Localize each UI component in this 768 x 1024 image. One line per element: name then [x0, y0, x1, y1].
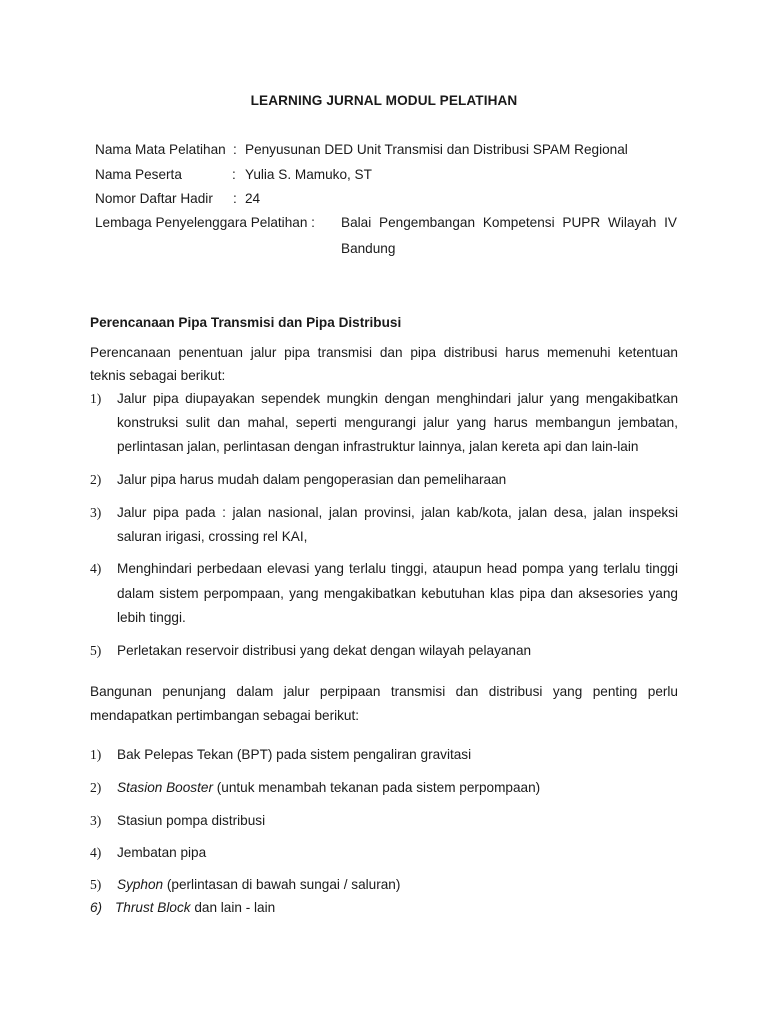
info-label: Nama Mata Pelatihan — [95, 142, 226, 157]
list-item-text: dan lain - lain — [190, 900, 276, 915]
list-item — [117, 811, 265, 831]
list-number: 4) — [90, 845, 102, 860]
section-heading: Perencanaan Pipa Transmisi dan Pipa Distribusi — [90, 315, 402, 330]
list-item-line: Jalur pipa harus mudah dalam pengoperasian dan pemeliharaan — [117, 472, 507, 487]
info-colon: : — [232, 167, 236, 182]
list-number: 5) — [90, 877, 102, 892]
list-item — [117, 745, 471, 765]
info-value-lembaga-line1: Balai Pengembangan Kompetensi PUPR Wilayah IV — [341, 215, 677, 230]
list-item-line: Jalur pipa pada : jalan nasional, jalan provinsi, jalan kab/kota, jalan desa, jalan inspeksi — [117, 505, 678, 520]
list-item-text: Jembatan pipa — [117, 845, 207, 860]
list-number: 1) — [90, 391, 102, 406]
intro-line: teknis sebagai berikut: — [90, 368, 226, 383]
list-item-text: Bak Pelepas Tekan (BPT) pada sistem pengaliran gravitasi — [117, 747, 472, 762]
document-title: LEARNING JURNAL MODUL PELATIHAN — [250, 93, 518, 108]
info-value-lembaga-line2: Bandung — [341, 241, 396, 256]
list-item-line: konstruksi sulit dan mahal, seperti mengurangi jalur yang harus membangun jembatan, — [117, 415, 678, 430]
list-number: 5) — [90, 643, 102, 658]
list-item-italic: Thrust Block — [115, 900, 191, 915]
info-value: Penyusunan DED Unit Transmisi dan Distribusi SPAM Regional — [245, 142, 628, 157]
info-colon: : — [233, 142, 237, 157]
list-item-line: saluran irigasi, crossing rel KAI, — [117, 529, 308, 544]
list-item-line: Jalur pipa diupayakan sependek mungkin dengan menghindari jalur yang mengakibatkan — [117, 391, 678, 406]
list-item — [117, 875, 400, 895]
list-number: 1) — [90, 747, 102, 762]
info-label: Lembaga Penyelenggara Pelatihan : — [95, 215, 315, 230]
list-item-text: (untuk menambah tekanan pada sistem perpompaan) — [212, 780, 541, 795]
list-item-italic: Stasion Booster — [117, 780, 213, 795]
intro-line: Perencanaan penentuan jalur pipa transmisi dan pipa distribusi harus memenuhi ketentuan — [90, 345, 678, 360]
list-item-line: dalam sistem perpompaan, yang mengakibatkan kebutuhan klas pipa dan aksesories yang — [117, 586, 678, 601]
list-item-line: Menghindari perbedaan elevasi yang terlalu tinggi, ataupun head pompa yang terlalu tinggi — [117, 561, 678, 576]
list-number: 3) — [90, 505, 102, 520]
list-number: 3) — [90, 813, 102, 828]
info-value: 24 — [245, 191, 261, 206]
list-number: 2) — [90, 472, 102, 487]
list-number: 2) — [90, 780, 102, 795]
intro2-line: Bangunan penunjang dalam jalur perpipaan transmisi dan distribusi yang penting perlu — [90, 684, 678, 699]
intro2-line: mendapatkan pertimbangan sebagai berikut: — [90, 708, 360, 723]
list-item-line: lebih tinggi. — [117, 610, 186, 625]
list-item-line: perlintasan jalan, perlintasan dengan infrastruktur lainnya, jalan kereta api dan lain-lain — [117, 439, 639, 454]
list-item-text: Stasiun pompa distribusi — [117, 813, 266, 828]
list-item — [117, 843, 206, 863]
info-value: Yulia S. Mamuko, ST — [245, 167, 372, 182]
list-item-line: Perletakan reservoir distribusi yang dekat dengan wilayah pelayanan — [117, 643, 532, 658]
list-item — [115, 898, 275, 918]
info-label: Nomor Daftar Hadir — [95, 191, 213, 206]
info-colon: : — [233, 191, 237, 206]
list-item — [117, 778, 540, 798]
list-item-italic: Syphon — [117, 877, 164, 892]
list-number: 4) — [90, 561, 102, 576]
list-number: 6) — [90, 900, 103, 915]
list-item-text: (perlintasan di bawah sungai / saluran) — [163, 877, 401, 892]
info-label: Nama Peserta — [95, 167, 182, 182]
